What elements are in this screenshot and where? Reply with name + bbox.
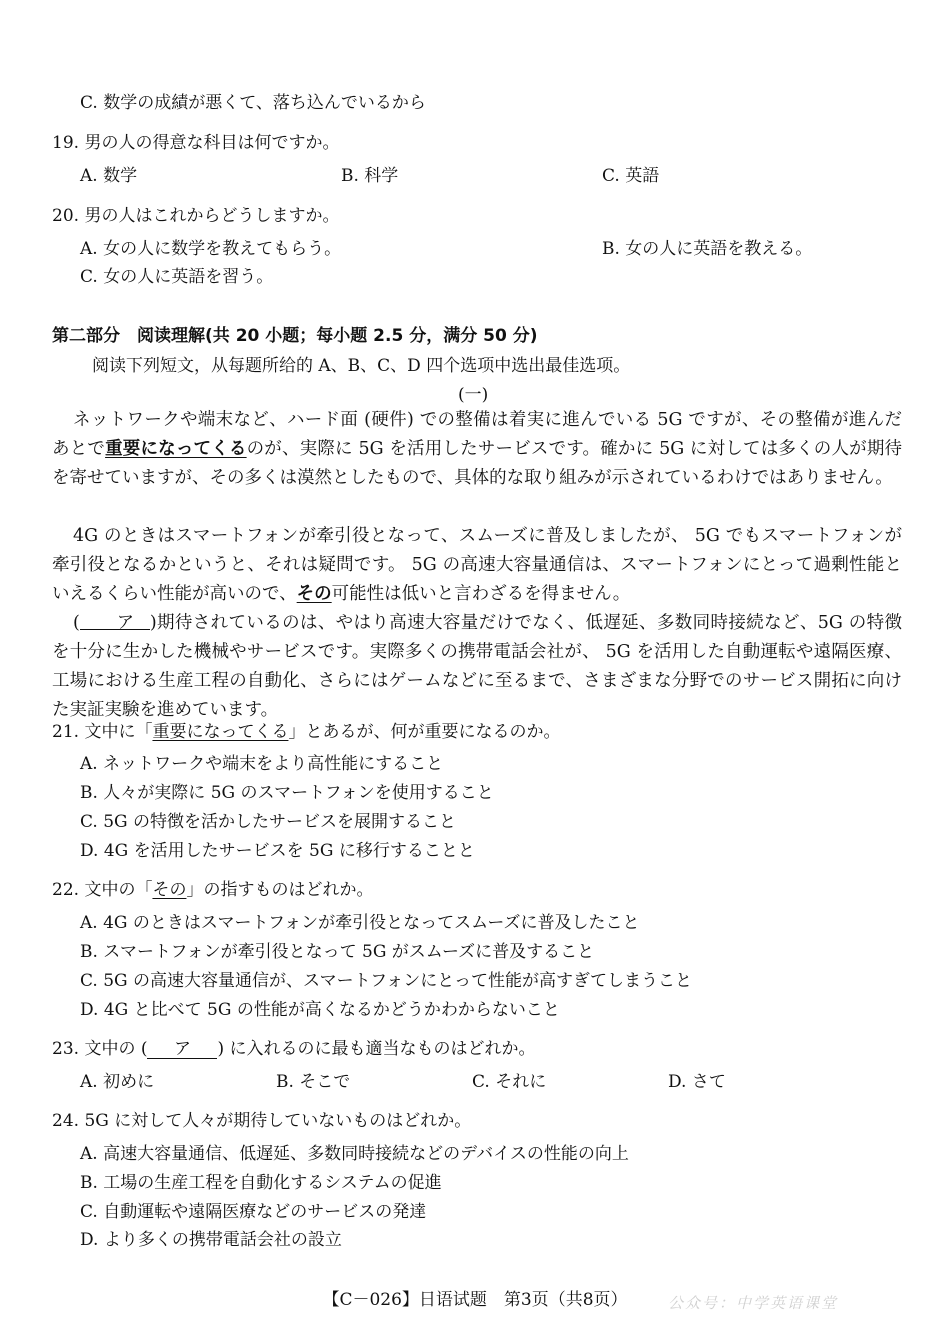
q22-option-b: B. スマートフォンが牽引役となって 5G がスムーズに普及すること [80, 942, 595, 962]
q22-option-c: C. 5G の高速大容量通信が、スマートフォンにとって性能が高すぎてしまうこと [80, 971, 692, 991]
q21-option-c: C. 5G の特徴を活かしたサービスを展開すること [80, 812, 457, 832]
q20-stem: 20. 男の人はこれからどうしますか。 [52, 206, 340, 226]
q22-stem: 22. 文中の「その」の指すものはどれか。 [52, 880, 374, 900]
q24-option-d: D. より多くの携帯電話会社の設立 [80, 1230, 342, 1250]
page-footer: 【C－026】日语试题 第3页（共8页） [322, 1290, 628, 1310]
q24-option-c: C. 自動運転や遠隔医療などのサービスの発達 [80, 1202, 427, 1222]
passage-paragraph-2: 4G のときはスマートフォンが牽引役となって、スムーズに普及しましたが、 5G でもスマートフォンが牽引役となるかというと、それは疑問です。 5G の高速大容量通信は、スマートフォンにとって過剰性能といえるくらい性能が高いので、その可能性は低いと言わざるを得ません。 [52, 526, 902, 604]
passage-paragraph-1: ネットワークや端末など、ハード面 (硬件) での整備は着実に進んでいる 5G ですが、その整備が進んだあとで重要になってくるのが、実際に 5G を活用したサービスです。確かに 5G に対しては多くの人が期待を寄せていますが、その多くは漠然としたもので、具体的な取り組みが示されているわけではありません。 [52, 410, 903, 488]
q20-option-b: B. 女の人に英語を教える。 [602, 239, 813, 259]
q21-option-a: A. ネットワークや端末をより高性能にすること [80, 754, 444, 774]
passage-number: (一) [458, 385, 489, 405]
q18-option-c: C. 数学の成績が悪くて、落ち込んでいるから [80, 93, 426, 113]
q19-option-c: C. 英語 [602, 166, 660, 186]
q21-stem: 21. 文中に「重要になってくる」とあるが、何が重要になるのか。 [52, 722, 561, 742]
q20-option-c: C. 女の人に英語を習う。 [80, 267, 274, 287]
q22-option-d: D. 4G と比べて 5G の性能が高くなるかどうかわからないこと [80, 1000, 560, 1020]
q21-option-b: B. 人々が実際に 5G のスマートフォンを使用すること [80, 783, 494, 803]
q24-option-b: B. 工場の生産工程を自動化するシステムの促進 [80, 1173, 442, 1193]
q19-stem: 19. 男の人の得意な科目は何ですか。 [52, 133, 340, 153]
q24-stem: 24. 5G に対して人々が期待していないものはどれか。 [52, 1111, 472, 1131]
passage-paragraph-3: ( ア )期待されているのは、やはり高速大容量だけでなく、低遅延、多数同時接続など、5G の特徴を十分に生かした機械やサービスです。実際多くの携帯電話会社が、 5G を活用した自動運転や遠隔医療、工場における生産工程の自動化、さらにはゲームなどに至るまで、さまざまな分野でのサービス開拓に向けた実証実験を進めています。 [52, 609, 902, 725]
underline-sono: その [296, 584, 332, 604]
q20-option-a: A. 女の人に数学を教えてもらう。 [80, 239, 342, 259]
q21-option-d: D. 4G を活用したサービスを 5G に移行することと [80, 841, 475, 861]
q23-option-d: D. さて [668, 1072, 726, 1092]
blank-a: ア [80, 609, 150, 630]
q23-stem: 23. 文中の ( ア ) に入れるのに最も適当なものはどれか。 [52, 1039, 536, 1059]
section2-instruction: 阅读下列短文，从每题所给的 A、B、C、D 四个选项中选出最佳选项。 [92, 356, 631, 376]
underline-important: 重要になってくる [105, 439, 247, 459]
q24-option-a: A. 高速大容量通信、低遅延、多数同時接続などのデバイスの性能の向上 [80, 1144, 629, 1164]
q19-option-a: A. 数学 [80, 166, 138, 186]
watermark: 公众号：中学英语课堂 [668, 1294, 839, 1312]
q19-option-b: B. 科学 [341, 166, 399, 186]
q23-option-c: C. それに [472, 1072, 547, 1092]
q22-option-a: A. 4G のときはスマートフォンが牽引役となってスムーズに普及したこと [80, 913, 640, 933]
q23-option-a: A. 初めに [80, 1072, 155, 1092]
section2-title: 第二部分 阅读理解(共 20 小题；每小题 2.5 分，满分 50 分) [52, 326, 538, 346]
q23-option-b: B. そこで [276, 1072, 351, 1092]
